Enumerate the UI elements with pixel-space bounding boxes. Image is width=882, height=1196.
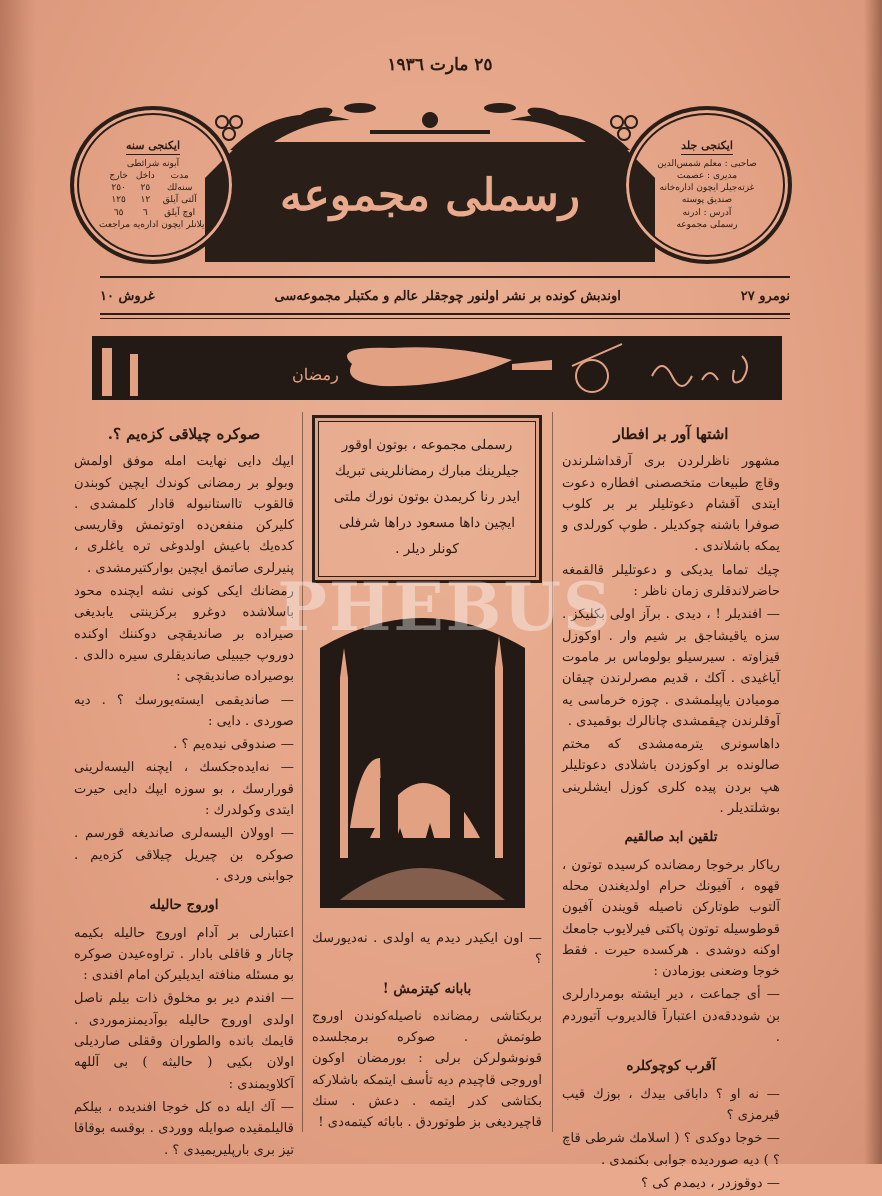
- publisher-medal: [622, 106, 792, 264]
- article-paragraph: — دوقوزدر ، دیمدم کى ؟: [641, 1175, 780, 1191]
- article-paragraph: — نه‌ایده‌جکسك ، ایچنه الیسه‌لرینی قورارسك ، بو سوزه ایپك دایى حیرت ایتدى وکولدرك :: [74, 760, 294, 819]
- price-col-header: خارج: [109, 171, 128, 182]
- issue-number: نومرو ٢٧: [740, 288, 790, 304]
- left-column: [74, 418, 294, 1163]
- ramadan-banner: [92, 336, 782, 400]
- price-cell: ٢٥٠: [111, 183, 126, 194]
- price-cell: آلتى آيلق: [162, 195, 197, 206]
- price-col-header: داخل: [135, 171, 155, 182]
- article-paragraph: چیك تماما یدیکی و دعوتلیلر قالقمغه حاضرلاندقلری زمان ناظر :: [562, 562, 780, 600]
- price-cell: ٢٥: [140, 183, 151, 194]
- banner-caption: رمضان: [292, 365, 339, 384]
- article-paragraph: ایپك دایى نهایت امله موفق اولمش وبولو بر رمضانى کوندك ایچین کوبندن قالقوب تااستانبوله قادار کلمشدى . کلیرکن منفعن‌ده اوتوتمش وقاریسى کده‌یك باعیش اولدوغی تره یاغلرى ، پنیرلرى صاتمق ایچین بوارکتیرمشدى .: [74, 454, 294, 576]
- info-bar: [100, 284, 790, 308]
- article-paragraph: — آك ایله ده کل خوجا افندیده ، بیلکم قالیلمقیده صوایله ووردى . بوقسه بوقاقا تیز برى بارپلیریمیدى ؟ .: [74, 1099, 294, 1158]
- medal-right-line: مدیرى : عصمت: [676, 171, 738, 182]
- article-heading: اشتها آور بر افطار: [613, 425, 729, 443]
- column-rule: [302, 412, 303, 1132]
- article-paragraph: مشهور ناظرلردن بری آرقداشلرندن وقاچ طبیعات متخصصنى افطاره دعوت ایتدى آقشام دعوتلیلر بر بر کلوب صوفرا باشنه چوکدیلر . طوپ کورلدی و یمکه باشلاندی .: [562, 454, 780, 555]
- price-cell: اوچ آيلق: [164, 207, 196, 218]
- price-cell: ٦: [142, 207, 148, 218]
- article-paragraph: اعتبارلى بر آدام اوروج حالیله بکیمه‌ چاتار و قاقلی بادار . تراوه‌عیدن صوکره بو مسئله منافته ایدیلیرکن امام افندى :: [74, 925, 294, 984]
- article-heading: تلقین ابد صالقیم: [624, 829, 718, 846]
- article-paragraph: — أى جماعت ، دیر ایشته بومردارلری بن شوددقه‌دن اعتبارآ قالدیروب آتیوردم .: [562, 987, 780, 1046]
- issue-price: غروش ١٠: [100, 288, 155, 304]
- price-cell: ١٢: [140, 195, 151, 206]
- top-rule: [100, 276, 790, 278]
- article-paragraph: — صاندیقمى ایسته‌یورسك ؟ . دیه صوردى . دایی :: [74, 692, 294, 729]
- price-cell: سنه‌لك: [166, 183, 193, 194]
- article-paragraph: — افندم دیر بو مخلوق ذات بیلم ناصل اولدى اوروج حالیله بوآدیمنزموردى . قایمك بانده والطوران وققلى صاردیلى اولان بکیى ( حالیثه ) بى آللهه آکلاویمندى :: [74, 991, 294, 1092]
- masthead: [70, 90, 790, 265]
- bottom-rule: [100, 313, 790, 315]
- price-cell: ٦٥: [113, 207, 124, 218]
- masthead-title: رسملى مجموعه: [279, 170, 581, 221]
- medal-left-footer: ایلانلر ایچون اداره‌یه مراجعت: [99, 219, 207, 230]
- medal-right-line: آدرس : ادرنه: [682, 207, 732, 218]
- tagline: اوندبش کونده بر نشر اولنور چوجقلر عالم و مکتبلر مجموعه‌سى: [274, 288, 621, 304]
- medal-right-line: رسملى مجموعه: [676, 219, 738, 230]
- medal-right-line: صاحبى : معلم شمس‌الدین: [657, 159, 757, 169]
- price-table: [105, 170, 200, 219]
- medal-left-heading: ایکنجى سنه: [126, 139, 180, 155]
- article-paragraph: — صندوقى نیده‌یم ؟ .: [173, 737, 294, 753]
- article-paragraph: — خوجا دوکدى ؟ ( اسلامك شرطى قاچ ؟ ) دیه صوردیده جوابی بکنمدى .: [562, 1131, 780, 1168]
- watermark: PHEBUS: [277, 568, 613, 646]
- article-heading: بابانه کیتزمش !: [382, 980, 472, 997]
- article-paragraph: داهاسونرى یترمه‌مشدى که مختم صالونده بر اوکوزدن باشلادی دعوتلیلر هپ بردن پیده کلرى کوزل ایشلرینى بوشلتدیلر .: [562, 737, 780, 817]
- article-paragraph: — نه او ؟ داباقی بیدك ، بوزك قیب قیرمزى ؟: [562, 1086, 780, 1123]
- medal-right-heading: ایکنجى جلد: [681, 139, 733, 155]
- price-col-header: مدت: [170, 171, 189, 182]
- cannon-crescent-icon: [92, 336, 782, 400]
- price-cell: ١٢٥: [111, 195, 126, 206]
- article-paragraph: ریاکار برخوجا رمضانده کرسیده توتون ، قهوه ، آفیونك حرام اولدیغندن محله آلتوب طوتارکن ناصیله قویندن آفیون قوطوسیله توتون پاکتی فیرلایوب جامعك اوکنه دوشدى . هرکسده حیرت . فقط خوجا وضعنى بوزمادن :: [562, 857, 780, 980]
- article-heading: صوکره چیلاقى کزه‌یم ؟.: [107, 425, 261, 443]
- column-rule: [552, 412, 553, 1132]
- middle-column-bottom: [312, 928, 542, 1136]
- article-heading: آقرب کوچوکلره: [626, 1058, 716, 1075]
- article-heading: اوروج حالیله: [149, 897, 219, 914]
- article-paragraph: بربکتاشى رمضانده ناصیله‌کوندن اوروج طوتمش . صوکره برمجلسده قونوشولرکن برلى : بورمضان اوکون اوروجى قاچیدم دیه تأسف ایتمکه باشلارکه بکتاشى کدر ایتمه . دعش . سنك قاچیردیغى بز طوتوردق . باباثه کیتمه‌دى !: [312, 1008, 542, 1131]
- article-paragraph: — اون ایکیدر دیدم یه اولدی . نه‌دیورسك ؟: [312, 931, 542, 968]
- medal-left-subheading: آبونه شرائطى: [126, 159, 180, 169]
- article-paragraph: — اوولان الیسه‌لرى صاندیغه قورسم . صوکره بن چیریل چیلاقى کزه‌یم . جوابنى وردى .: [74, 826, 294, 884]
- mosque-illustration-icon: [310, 608, 535, 913]
- subscription-medal: [70, 106, 236, 264]
- greeting-box: [312, 415, 542, 583]
- article-paragraph: — افندیلر ! ، دیدی . برآز اولى بکلیکز . سزه یاقیشاجق بر شیم وار . اوکوزل قیزاوته . سیرسیلو بولوماس بر ماموت آیاغیدى . آکك ، قدیم مصرلرندن چیقان مومیادن یاپیلمشدی . چوزه خرماسى یه آوقلرندن چیقمشدی چانالرك بوقمیدی .: [562, 607, 780, 729]
- article-paragraph: رمضانك ایکى کونى نشه ایچنده محود باسلاشده دوغرو برکزینتی یابدیغى صیراده بر صاندیقچى دوکننك اوکنده دوروپ جیبیلى صاندیقلرى سیره دالدى . بوصیراده صاندیقچى :: [74, 584, 294, 685]
- medal-right-line: صندیق پوسته: [681, 195, 733, 206]
- right-column: [562, 418, 780, 1196]
- issue-date: ٢٥ مارت ١٩٣٦: [387, 55, 493, 75]
- bottom-rule-thin: [100, 318, 790, 319]
- greeting-text: رسملى مجموعه ، بوتون اوقور جیلرینك مبارك رمضانلرینى تبریك ایدر رنا کریمدن بوتون نورك ملتى ایچین داها مسعود دراها شرفلى کونلر دیلر .: [333, 437, 521, 557]
- medal-right-line: غزته‌جیلر ایچون اداره‌خانه: [659, 183, 755, 194]
